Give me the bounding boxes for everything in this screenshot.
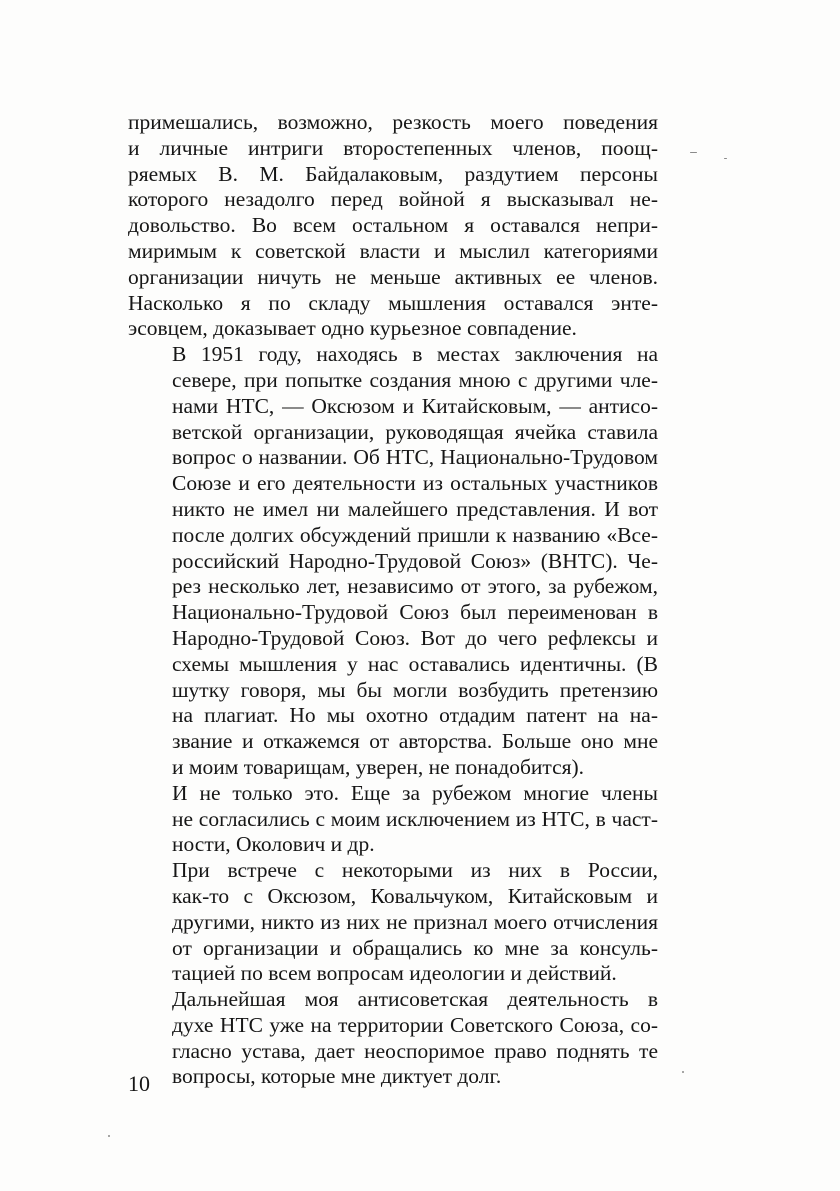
text-line: как-то с Оксюзом, Ковальчуком, Китайсковым и [172, 883, 658, 908]
paragraph [128, 342, 658, 781]
text-line: рез несколько лет, независимо от этого, за рубежом, [172, 574, 658, 599]
paragraph [128, 858, 658, 987]
text-line: Национально-Трудовой Союз был переименован в [172, 600, 658, 625]
text-line: При встрече с некоторыми из них в России, [172, 858, 658, 883]
text-line: довольство. Во всем остальном я оставался непри- [128, 213, 658, 238]
text-line: на плагиат. Но мы охотно отдадим патент на на- [172, 703, 658, 728]
text-line: И не только это. Еще за рубежом многие члены [172, 780, 658, 805]
text-line: другими, никто из них не признал моего отчисления [172, 909, 658, 934]
text-line: российский Народно-Трудовой Союз» (ВНТС). Че- [172, 548, 658, 573]
paragraph [128, 987, 658, 1090]
paragraph [128, 110, 658, 342]
text-line: Союзе и его деятельности из остальных участников [172, 471, 658, 496]
text-line: В 1951 году, находясь в местах заключения на [172, 342, 658, 367]
text-line: тацией по всем вопросам идеологии и действий. [172, 961, 617, 986]
text-line: от организации и обращались ко мне за консуль- [172, 935, 658, 960]
text-line: Насколько я по складу мышления оставался энте- [128, 290, 658, 315]
text-line: ветской организации, руководящая ячейка ставила [172, 419, 658, 444]
text-line: гласно устава, дает неоспоримое право поднять те [172, 1038, 658, 1063]
text-line: вопросы, которые мне диктует долг. [172, 1064, 502, 1089]
text-line: примешались, возможно, резкость моего поведения [128, 110, 658, 134]
text-line: ности, Околович и др. [172, 832, 375, 857]
text-line: нами НТС, — Оксюзом и Китайсковым, — антисо- [172, 393, 658, 418]
scan-speck [724, 158, 727, 159]
text-line: вопрос о названии. Об НТС, Национально-Трудовом [172, 445, 658, 470]
scan-speck [682, 1071, 684, 1073]
text-line: миримым к советской власти и мыслил категориями [128, 238, 658, 263]
scan-speck [108, 1135, 110, 1137]
text-line: ряемых В. М. Байдалаковым, раздутием персоны [128, 161, 658, 186]
paragraph [128, 781, 658, 858]
text-line: шутку говоря, мы бы могли возбудить претензию [172, 677, 658, 702]
text-line: которого незадолго перед войной я высказывал не- [128, 187, 658, 212]
text-line: организации ничуть не меньше активных ее членов. [128, 264, 658, 289]
text-line: схемы мышления у нас оставались идентичны. (В [172, 651, 658, 676]
text-line: и личные интриги второстепенных членов, поощ- [128, 135, 658, 160]
text-line: не согласились с моим исключением из НТС, в част- [172, 806, 658, 831]
text-line: Дальнейшая моя антисоветская деятельность в [172, 987, 658, 1012]
text-line: севере, при попытке создания мною с другими чле- [172, 367, 658, 392]
page-number: 10 [128, 1071, 150, 1096]
scan-speck [690, 152, 697, 153]
text-line: и моим товарищам, уверен, не понадобится). [172, 754, 585, 779]
text-line: звание и откажемся от авторства. Больше оно мне [172, 729, 658, 754]
body-text [128, 110, 658, 1090]
text-line: эсовцем, доказывает одно курьезное совпадение. [128, 316, 577, 341]
text-line: духе НТС уже на территории Советского Союза, со- [172, 1012, 658, 1037]
text-line: никто не имел ни малейшего представления. И вот [172, 496, 658, 521]
text-line: Народно-Трудовой Союз. Вот до чего рефлексы и [172, 625, 658, 650]
text-line: после долгих обсуждений пришли к названию «Все- [172, 522, 658, 547]
